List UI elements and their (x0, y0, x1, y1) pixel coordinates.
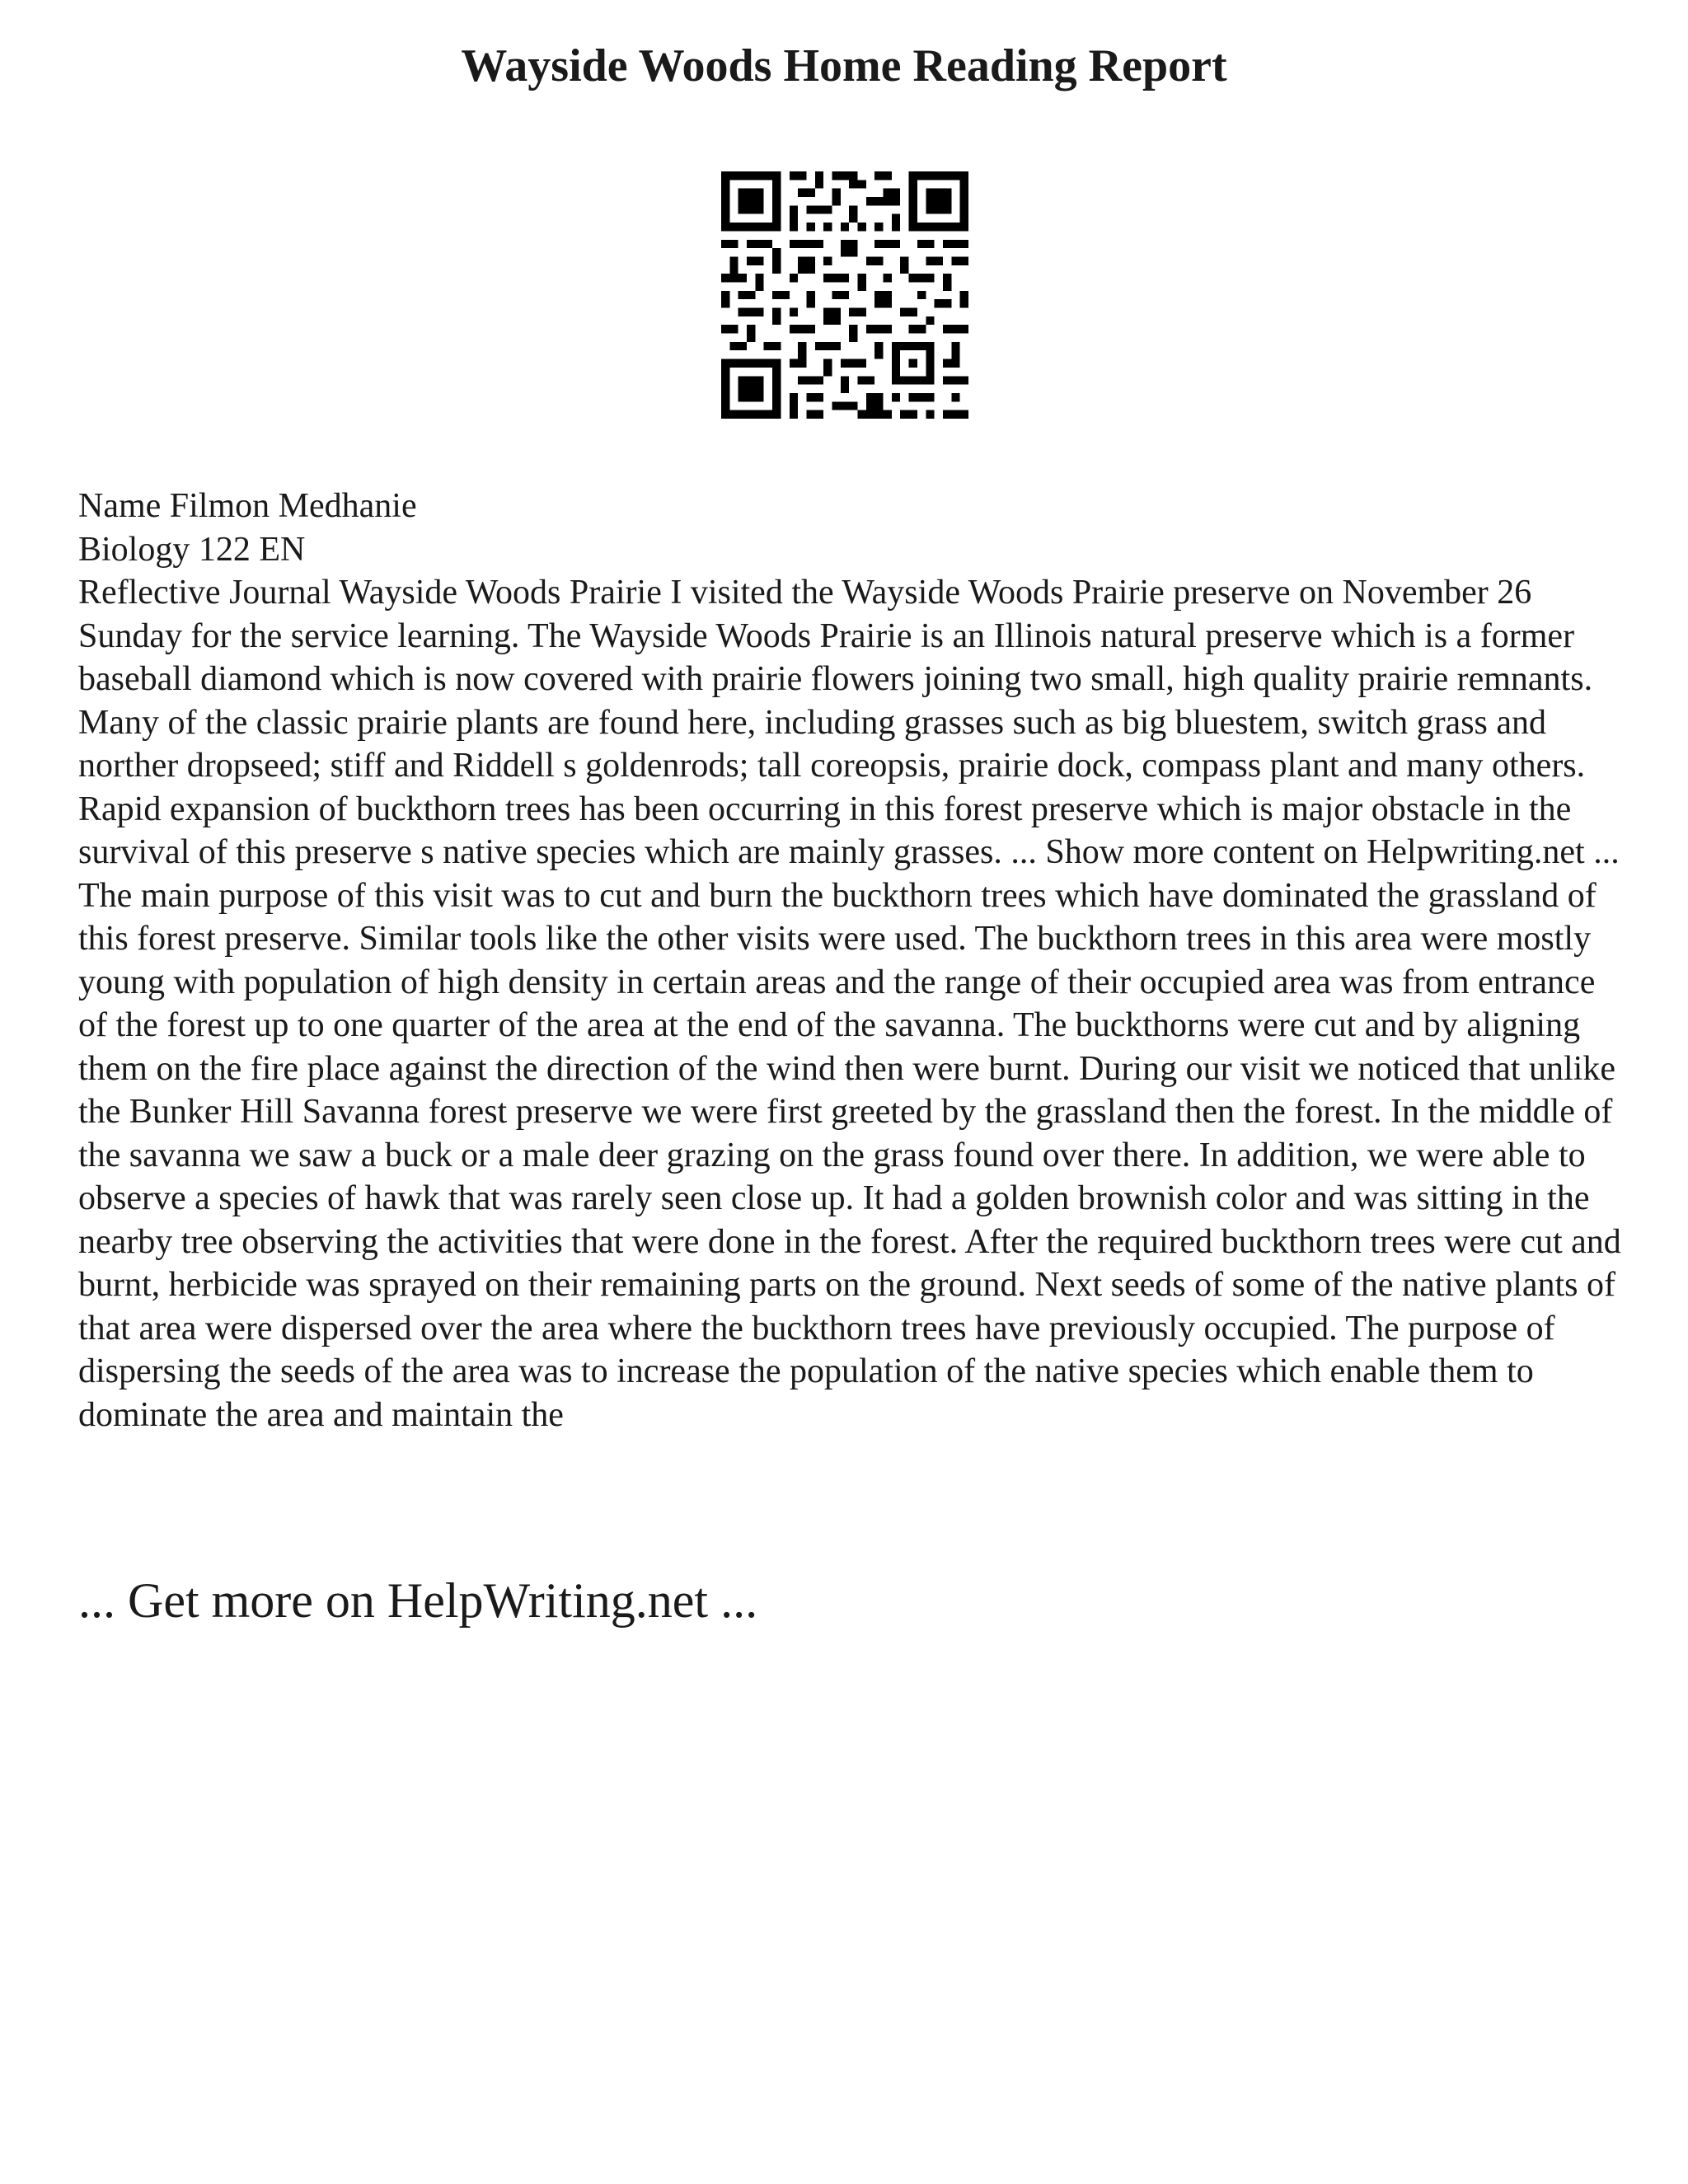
student-name: Name Filmon Medhanie (78, 487, 417, 525)
course-name: Biology 122 EN (78, 530, 306, 569)
document-body (78, 485, 1628, 1436)
journal-paragraph: Reflective Journal Wayside Woods Prairie I visited the Wayside Woods Prairie preserve on November 26 Sunday for the service learning. The Wayside Woods Prairie is an Illinois natural preserve which is a former baseball diamond which is now covered with prairie flowers joining two small, high quality prairie remnants. Many of the classic prairie plants are found here, including grasses such as big bluestem, switch grass and norther dropseed; stiff and Riddell s goldenrods; tall coreopsis, prairie dock, compass plant and many others. Rapid expansion of buckthorn trees has been occurring in this forest preserve which is major obstacle in the survival of this preserve s native species which are mainly grasses. ... Show more content on Helpwriting.net ... (78, 574, 1620, 871)
document-title: Wayside Woods Home Reading Report (461, 40, 1227, 91)
get-more-link[interactable]: ... Get more on HelpWriting.net ... (78, 1573, 758, 1628)
qr-code-icon[interactable] (721, 171, 968, 419)
journal-paragraph-continued: The main purpose of this visit was to cut and burn the buckthorn trees which have dominated the grassland of this forest preserve. Similar tools like the other visits were used. The buckthorn trees in this area were mostly young with population of high density in certain areas and the range of their occupied area was from entrance of the forest up to one quarter of the area at the end of the savanna. The buckthorns were cut and by aligning them on the fire place against the direction of the wind then were burnt. During our visit we noticed that unlike the Bunker Hill Savanna forest preserve we were first greeted by the grassland then the forest. In the middle of the savanna we saw a buck or a male deer grazing on the grass found over there. In addition, we were able to observe a species of hawk that was rarely seen close up. It had a golden brownish color and was sitting in the nearby tree observing the activities that were done in the forest. After the required buckthorn trees were cut and burnt, herbicide was sprayed on their remaining parts on the ground. Next seeds of some of the native plants of that area were dispersed over the area where the buckthorn trees have previously occupied. The purpose of dispersing the seeds of the area was to increase the population of the native species which enable them to dominate the area and maintain the (78, 876, 1621, 1434)
